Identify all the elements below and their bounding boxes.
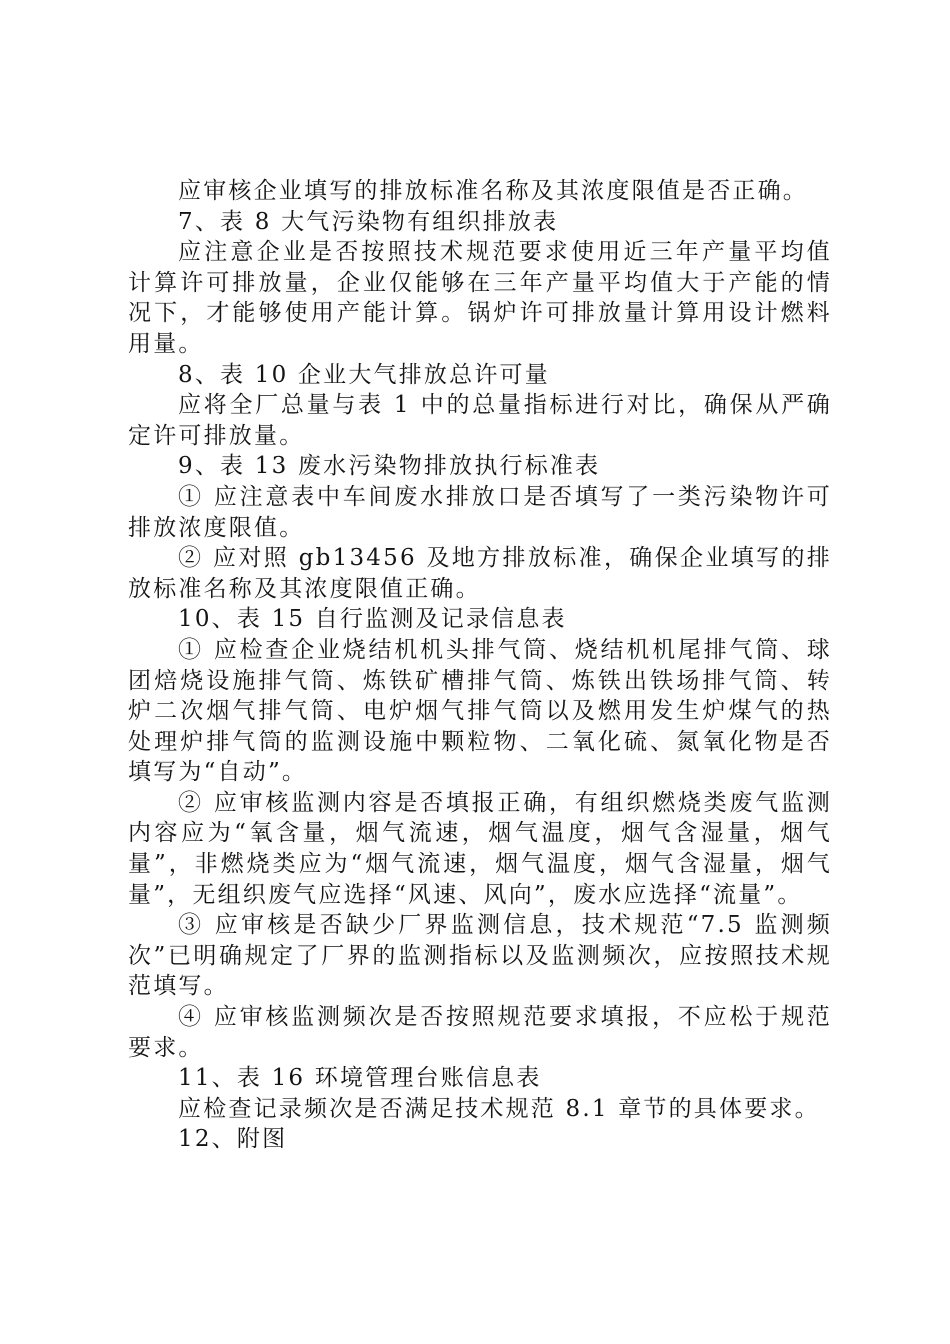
document-body xyxy=(128,176,832,1155)
paragraph-table-13-item-1: ① 应注意表中车间废水排放口是否填写了一类污染物许可排放浓度限值。 xyxy=(128,483,832,541)
paragraph-table-16-body: 应检查记录频次是否满足技术规范 8.1 章节的具体要求。 xyxy=(178,1095,820,1122)
heading-table-13: 9、表 13 废水污染物排放执行标准表 xyxy=(178,453,601,480)
paragraph-table-13-item-2: ② 应对照 gb13456 及地方排放标准，确保企业填写的排放标准名称及其浓度限值正确。 xyxy=(128,545,832,602)
paragraph-table-8-body: 应注意企业是否按照技术规范要求使用近三年产量平均值计算许可排放量，企业仅能够在三年产量平均值大于产能的情况下，才能够使用产能计算。锅炉许可排放量计算用设计燃料用量。 xyxy=(128,239,832,357)
heading-table-15: 10、表 15 自行监测及记录信息表 xyxy=(178,606,567,633)
heading-appendix-figures: 12、附图 xyxy=(178,1126,288,1153)
paragraph-standard-check: 应审核企业填写的排放标准名称及其浓度限值是否正确。 xyxy=(178,178,808,204)
heading-table-10: 8、表 10 企业大气排放总许可量 xyxy=(178,361,550,388)
paragraph-table-15-item-1: ① 应检查企业烧结机机头排气筒、烧结机机尾排气筒、球团焙烧设施排气筒、炼铁矿槽排气筒、炼铁出铁场排气筒、转炉二次烟气排气筒、电炉烟气排气筒以及燃用发生炉煤气的热处理炉排气筒的监测设施中颗粒物、二氧化硫、氮氧化物是否填写为“自动”。 xyxy=(128,636,832,786)
paragraph-table-15-item-3: ③ 应审核是否缺少厂界监测信息，技术规范“7.5 监测频次”已明确规定了厂界的监测指标以及监测频次，应按照技术规范填写。 xyxy=(128,912,832,1000)
paragraph-table-15-item-2: ② 应审核监测内容是否填报正确，有组织燃烧类废气监测内容应为“氧含量，烟气流速，烟气温度，烟气含湿量，烟气量”，非燃烧类应为“烟气流速，烟气温度，烟气含湿量，烟气量”，无组织废气应选择“风速、风向”，废水应选择“流量”。 xyxy=(128,789,832,908)
paragraph-table-10-body: 应将全厂总量与表 1 中的总量指标进行对比，确保从严确定许可排放量。 xyxy=(128,392,832,449)
paragraph-table-15-item-4: ④ 应审核监测频次是否按照规范要求填报，不应松于规范要求。 xyxy=(128,1004,832,1061)
heading-table-8: 7、表 8 大气污染物有组织排放表 xyxy=(178,208,559,235)
heading-table-16: 11、表 16 环境管理台账信息表 xyxy=(178,1065,542,1092)
